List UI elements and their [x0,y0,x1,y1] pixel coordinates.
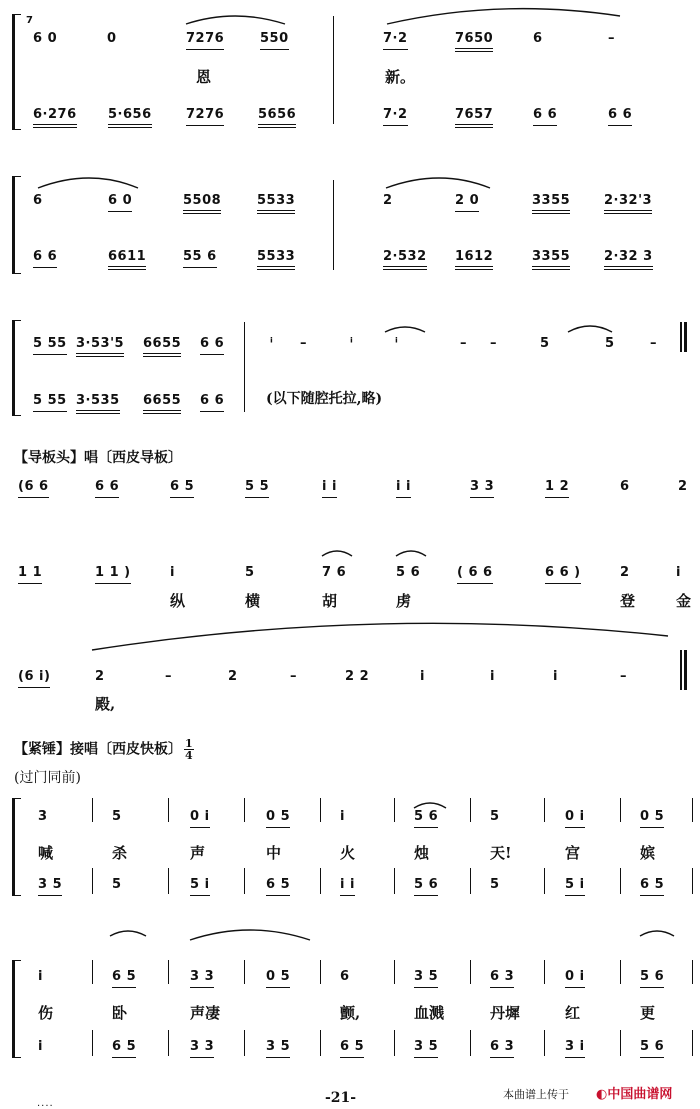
jianpu-note: 5656 [258,106,296,128]
jianpu-note: 3·535 [76,392,120,414]
jianpu-note: 5508 [183,192,221,214]
barline [320,868,321,894]
jianpu-note: 3 3 [470,478,494,498]
lyric-char: 横 [245,592,261,610]
jianpu-note: 2 [228,669,238,684]
lyric-char: 更 [640,1004,656,1022]
jianpu-note: i [38,969,43,984]
jianpu-note: 7·2 [383,106,408,126]
lyric-char: 天! [490,844,512,862]
jianpu-note: 2 [95,669,105,684]
jianpu-note: 6 6 [95,478,119,498]
jianpu-note: 5 [490,877,500,892]
jianpu-note: 2 0 [455,192,479,212]
barline [168,960,169,984]
jianpu-note: 7650 [455,30,493,52]
lyric-char: 杀 [112,844,128,862]
footer-dots: .... [37,1098,54,1109]
jianpu-note: 3 5 [38,876,62,896]
jianpu-note: 0 i [190,808,210,828]
grace-note: 7 [26,15,34,26]
jianpu-note: 5533 [257,192,295,214]
logo-text: 中国曲谱网 [607,1087,673,1102]
barline [394,798,395,822]
barline [244,798,245,822]
page-number: -21- [325,1090,357,1106]
jianpu-note: 1612 [455,248,493,270]
lyric-char: 胡 [322,592,338,610]
jianpu-note: ( 6 6 [457,564,493,584]
jianpu-note: 6655 [143,392,181,414]
jianpu-note: 6 6 [608,106,632,126]
jianpu-note: 3355 [532,192,570,214]
jianpu-note: 5 6 [414,808,438,828]
barline [544,1030,545,1056]
jianpu-note: 1 2 [545,478,569,498]
lyric-char: 殿, [95,695,116,713]
jianpu-note: 6611 [108,248,146,270]
jianpu-note: ⁱ [395,336,399,351]
system-bracket [12,320,21,416]
final-barline-thin [680,650,682,690]
jianpu-note: 0 i [565,968,585,988]
jianpu-note: 5 6 [414,876,438,896]
jianpu-note: 7·2 [383,30,408,50]
barline [470,798,471,822]
accompaniment-note: (以下随腔托拉,略) [266,391,383,407]
final-barline-thick [684,322,687,352]
jianpu-note: 3 i [565,1038,585,1058]
jianpu-note: i [340,809,345,824]
jianpu-note: 5 i [565,876,585,896]
jianpu-note: 6 6 [200,392,224,412]
jianpu-note: (6 6 [18,478,49,498]
jianpu-note: 1 1 ) [95,564,131,584]
jianpu-note: – [300,336,307,351]
barline [320,798,321,822]
barline [333,16,334,124]
barline [244,868,245,894]
jianpu-note: 5 [245,565,255,580]
jianpu-note: 6 [620,479,630,494]
barline [92,798,93,822]
meter-bottom: 4 [185,749,193,762]
jianpu-note: 5 5 [245,478,269,498]
lyric-char: 喊 [38,844,54,862]
barline [244,960,245,984]
jianpu-note: 5 6 [396,565,421,580]
barline [168,868,169,894]
jianpu-note: 0 [107,31,117,46]
barline [544,798,545,822]
jianpu-note: i [420,669,425,684]
jianpu-note: 2 [678,479,688,494]
jianpu-note: 6 5 [112,1038,136,1058]
jianpu-note: – [165,669,172,684]
barline [92,960,93,984]
barline [620,960,621,984]
lyric-char: 嫔 [640,844,656,862]
footer-source-text: 本曲谱上传于 [503,1088,569,1101]
jianpu-note: 3·53'5 [76,335,124,357]
jianpu-note: 3 5 [414,968,438,988]
barline [333,180,334,270]
lyric-char: 颤, [340,1004,361,1022]
jianpu-note: – [608,31,615,46]
barline [92,1030,93,1056]
jianpu-note: 1 1 [18,564,42,584]
barline [320,960,321,984]
barline [692,868,693,894]
barline [692,1030,693,1056]
jianpu-note: 0 5 [640,808,664,828]
jianpu-note: 2 2 [345,669,370,684]
system-bracket [12,960,21,1058]
jianpu-note: 3355 [532,248,570,270]
lyric-char: 血溅 [414,1004,445,1022]
barline [692,798,693,822]
lyric-char: 烛 [414,844,430,862]
barline [394,960,395,984]
lyric-char: 声凄 [190,1004,221,1022]
jianpu-note: 6 [340,969,350,984]
jianpu-note: i i [322,478,337,498]
lyric-char: 声 [190,844,206,862]
system-bracket [12,176,21,274]
barline [470,1030,471,1056]
jianpu-note: 5 6 [640,1038,664,1058]
time-signature [184,738,194,761]
system-bracket [12,14,21,130]
barline [620,798,621,822]
jianpu-note: 550 [260,30,289,50]
lyric-char: 恩 [196,68,212,86]
jianpu-note: 6 6 [33,248,57,268]
jianpu-note: 5 55 [33,392,67,412]
jianpu-note: (6 i) [18,668,50,688]
jianpu-note: 0 5 [266,808,290,828]
barline [544,868,545,894]
jianpu-note: 2 [620,565,630,580]
jianpu-note: 3 5 [414,1038,438,1058]
jianpu-note: 7276 [186,30,224,50]
barline [620,1030,621,1056]
jianpu-note: 6 0 [108,192,132,212]
section-subnote: (过门同前) [14,770,81,786]
final-barline-thin [680,322,682,352]
jianpu-note: 7276 [186,106,224,126]
jianpu-note: 3 3 [190,968,214,988]
jianpu-note: 6·276 [33,106,77,128]
lyric-char: 伤 [38,1004,54,1022]
jianpu-note: i [553,669,558,684]
lyric-char: 宫 [565,844,581,862]
section-heading-daobantou: 【导板头】唱〔西皮导板〕 [14,450,182,466]
jianpu-note: 6 3 [490,1038,514,1058]
jianpu-note: 5 [540,336,550,351]
jianpu-note: i i [396,478,411,498]
jianpu-note: 0 i [565,808,585,828]
jianpu-note: 3 [38,809,48,824]
barline [92,868,93,894]
jianpu-note: 5·656 [108,106,152,128]
barline [692,960,693,984]
jianpu-note: 5 6 [640,968,664,988]
jianpu-note: 6 [533,31,543,46]
jianpu-note: – [650,336,657,351]
barline [544,960,545,984]
barline [620,868,621,894]
lyric-char: 中 [266,844,282,862]
jianpu-note: 5 55 [33,335,67,355]
lyric-char: 纵 [170,592,186,610]
jianpu-note: 3 3 [190,1038,214,1058]
jianpu-note: 5533 [257,248,295,270]
logo-mark-icon: ◐ [596,1087,608,1102]
final-barline-thick [684,650,687,690]
jianpu-note: 6 5 [112,968,136,988]
barline [168,1030,169,1056]
system-bracket [12,798,21,896]
jianpu-note: 7 6 [322,565,347,580]
jianpu-note: 5 i [190,876,210,896]
meter-top: 1 [185,737,193,750]
jianpu-note: i [490,669,495,684]
jianpu-note: 6 5 [640,876,664,896]
jianpu-note: – [490,336,497,351]
jianpu-note: 5 [605,336,615,351]
lyric-char: 红 [565,1004,581,1022]
jianpu-note: 5 [112,809,122,824]
section-heading-text: 【紧锤】接唱〔西皮快板〕 [14,741,182,758]
lyric-char: 火 [340,844,356,862]
barline [470,868,471,894]
lyric-char: 卧 [112,1004,128,1022]
jianpu-note: 6 5 [266,876,290,896]
barline [244,322,245,412]
jianpu-note: 6 6 ) [545,564,581,584]
barline [394,868,395,894]
jianpu-note: 6 5 [340,1038,364,1058]
site-logo[interactable] [596,1083,672,1102]
jianpu-note: 5 [112,877,122,892]
barline [394,1030,395,1056]
lyric-char: 金 [676,592,692,610]
lyric-char: 登 [620,592,636,610]
lyric-char: 丹墀 [490,1004,521,1022]
jianpu-note: 6 6 [200,335,224,355]
jianpu-note: 2·32 3 [604,248,653,270]
jianpu-note: 6 3 [490,968,514,988]
lyric-char: 虏 [396,592,412,610]
jianpu-note: – [290,669,297,684]
jianpu-note: i [676,565,681,580]
jianpu-note: 6655 [143,335,181,357]
jianpu-note: 55 6 [183,248,217,268]
jianpu-note: 0 5 [266,968,290,988]
jianpu-note: 3 5 [266,1038,290,1058]
jianpu-note: 7657 [455,106,493,128]
jianpu-note: i [38,1039,43,1054]
barline [168,798,169,822]
jianpu-note: 6 [33,193,43,208]
jianpu-note: 5 [490,809,500,824]
jianpu-note: 6 5 [170,478,194,498]
jianpu-note: 2·532 [383,248,427,270]
jianpu-note: – [460,336,467,351]
section-heading-jinchui [14,738,194,761]
jianpu-note: 2·32'3 [604,192,652,214]
barline [320,1030,321,1056]
jianpu-note: 6 6 [533,106,557,126]
barline [470,960,471,984]
jianpu-note: i i [340,876,355,896]
jianpu-note: ⁱ [270,336,274,351]
jianpu-note: i [170,565,175,580]
jianpu-note: ⁱ [350,336,354,351]
jianpu-note: 6 0 [33,31,58,46]
jianpu-note: – [620,669,627,684]
jianpu-note: 2 [383,193,393,208]
lyric-char: 新。 [385,68,416,86]
barline [244,1030,245,1056]
